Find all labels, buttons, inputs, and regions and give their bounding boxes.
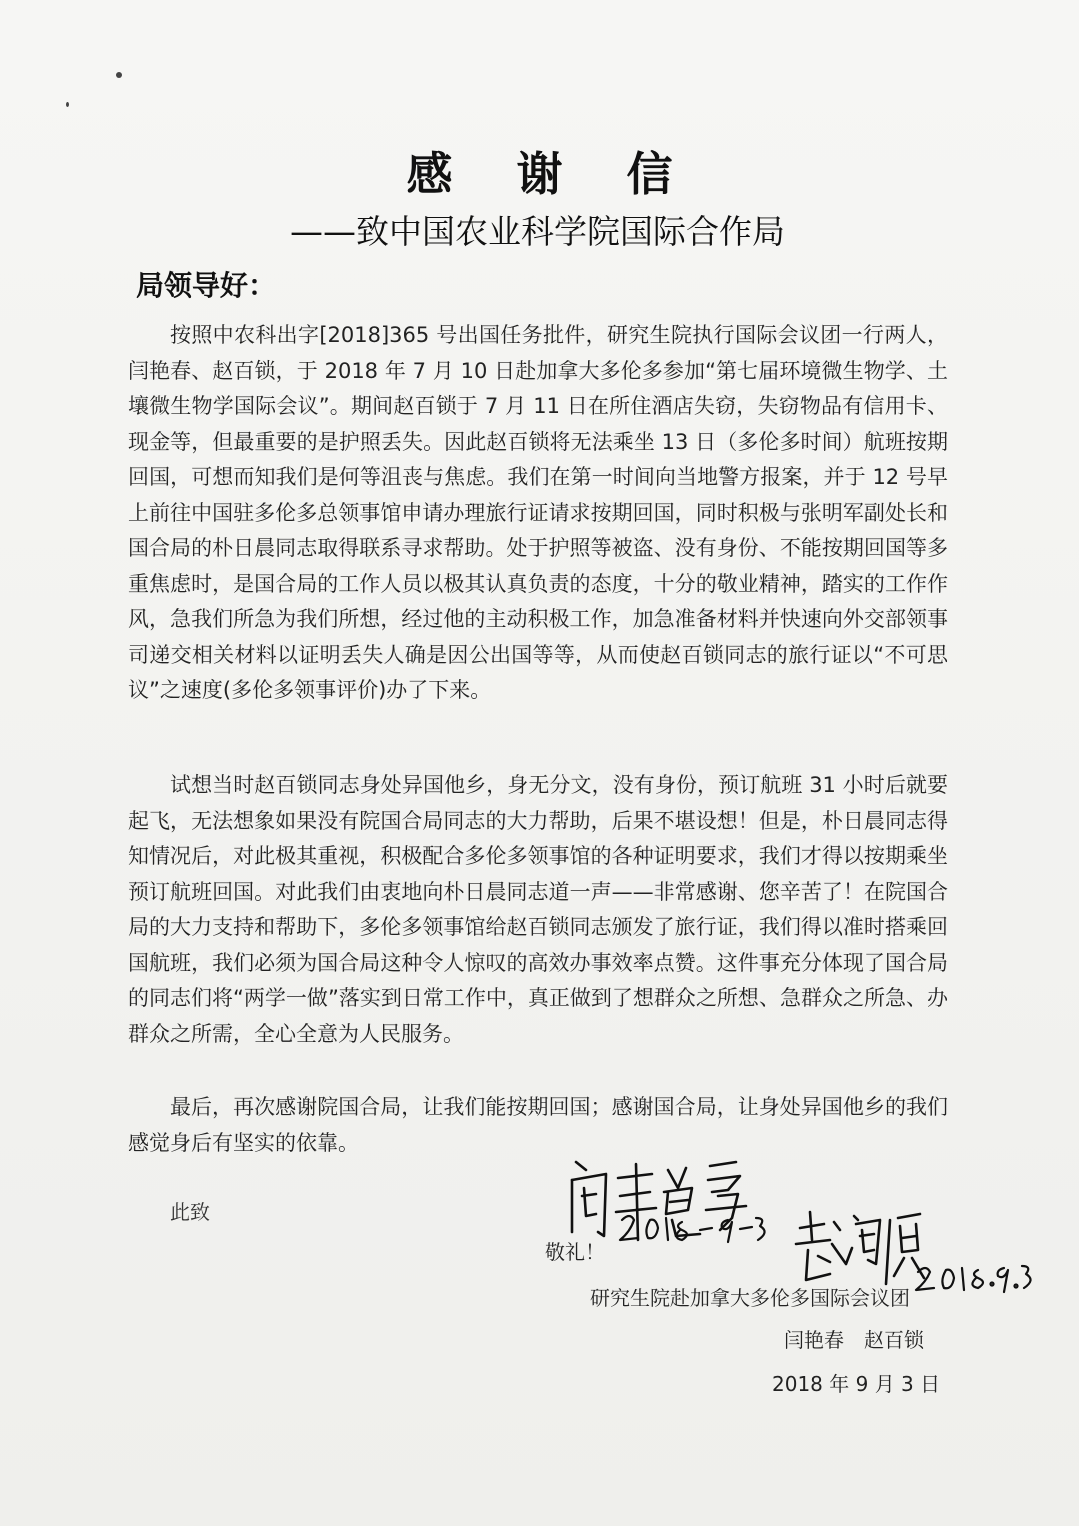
handwritten-signature-yan [560,1140,770,1250]
body-paragraph: 最后，再次感谢院国合局，让我们能按期回国；感谢国合局，让身处异国他乡的我们感觉身后有坚实的依靠。 [128,1095,948,1155]
paper-speck [66,102,69,107]
body-paragraph: 试想当时赵百锁同志身处异国他乡，身无分文，没有身份，预订航班 31 小时后就要起飞，无法想象如果没有院国合局同志的大力帮助，后果不堪设想！但是，朴日晨同志得知情况后，对此极其重视，积极配合多伦多领事馆的各种证明要求，我们才得以按期乘坐预订航班回国。对此我们由衷地向朴日晨同志道一声——非常感谢、您辛苦了！在院国合局的大力支持和帮助下，多伦多领事馆给赵百锁同志颁发了旅行证，我们得以准时搭乘回国航班，我们必须为国合局这种令人惊叹的高效办事效率点赞。这件事充分体现了国合局的同志们将“两学一做”落实到日常工作中，真正做到了想群众之所想、急群众之所急、办群众之所需，全心全意为人民服务。 [128,773,948,1046]
paper-speck [116,72,122,78]
letter-title: 感 谢 信 [406,147,697,201]
salutation: 局领导好： [136,269,277,302]
body-paragraph: 按照中农科出字[2018]365 号出国任务批件，研究生院执行国际会议团一行两人，闫艳春、赵百锁，于 2018 年 7 月 10 日赴加拿大多伦多参加“第七届环境微生物学、土壤微生物学国际会议”。期间赵百锁于 7 月 11 日在所住酒店失窃，失窃物品有信用卡、现金等，但最重要的是护照丢失。因此赵百锁将无法乘坐 13 日（多伦多时间）航班按期回国，可想而知我们是何等沮丧与焦虑。我们在第一时间向当地警方报案，并于 12 号早上前往中国驻多伦多总领事馆申请办理旅行证请求按期回国，同时积极与张明军副处长和国合局的朴日晨同志取得联系寻求帮助。处于护照等被盗、没有身份、不能按期回国等多重焦虑时，是国合局的工作人员以极其认真负责的态度，十分的敬业精神，踏实的工作作风，急我们所急为我们所想，经过他的主动积极工作，加急准备材料并快速向外交部领事司递交相关材料以证明丢失人确是因公出国等等，从而使赵百锁同志的旅行证以“不可思议”之速度(多伦多领事评价)办了下来。 [128,323,948,702]
regards: 敬礼！ [545,1240,605,1264]
organization-name: 研究生院赴加拿大多伦多国际会议团 [590,1286,910,1310]
letter-date: 2018 年 9 月 3 日 [772,1372,941,1396]
signatory-names: 闫艳春 赵百锁 [784,1328,924,1352]
letter-subtitle: ——致中国农业科学院国际合作局 [290,212,785,251]
closing-salute: 此致 [170,1200,210,1224]
